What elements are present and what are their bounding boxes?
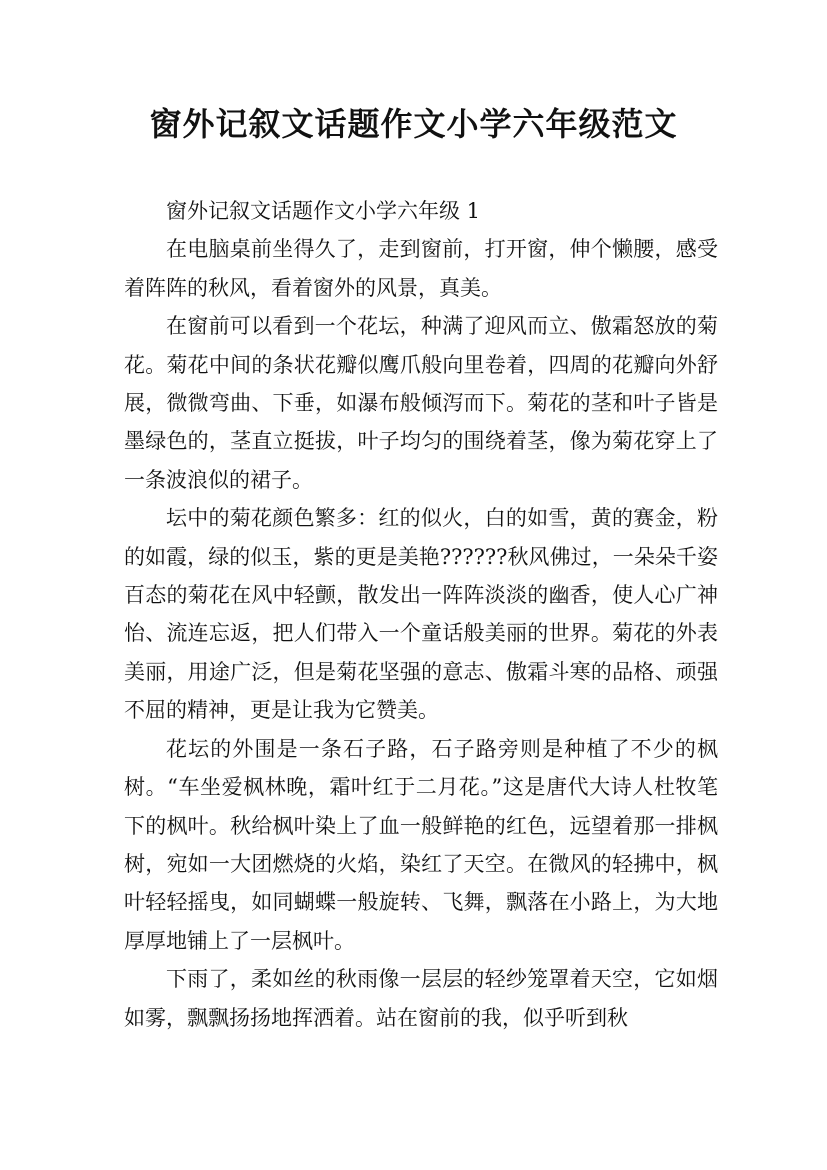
section-subtitle: 窗外记叙文话题作文小学六年级 1 (166, 199, 481, 223)
document-body (124, 192, 718, 1037)
paragraph: 花坛的外围是一条石子路，石子路旁则是种植了不少的枫树。“车坐爱枫林晚，霜叶红于二月花。”这是唐代大诗人杜牧笔下的枫叶。秋给枫叶染上了血一般鲜艳的红色，远望着那一排枫树，宛如一大团燃烧的火焰，染红了天空。在微风的轻拂中，枫叶轻轻摇曳，如同蝴蝶一般旋转、飞舞，飘落在小路上，为大地厚厚地铺上了一层枫叶。 (124, 736, 718, 953)
document-title: 窗外记叙文话题作文小学六年级范文 (149, 105, 678, 143)
paragraph: 在电脑桌前坐得久了，走到窗前，打开窗，伸个懒腰，感受着阵阵的秋风，看着窗外的风景，真美。 (124, 237, 718, 300)
paragraph: 坛中的菊花颜色繁多：红的似火，白的如雪，黄的赛金，粉的如霞，绿的似玉，紫的更是美艳??????秋风佛过，一朵朵千姿百态的菊花在风中轻颤，散发出一阵阵淡淡的幽香，使人心广神怡、流连忘返，把人们带入一个童话般美丽的世界。菊花的外表美丽，用途广泛，但是菊花坚强的意志、傲霜斗寒的品格、顽强不屈的精神，更是让我为它赞美。 (124, 506, 718, 723)
paragraph: 在窗前可以看到一个花坛，种满了迎风而立、傲霜怒放的菊花。菊花中间的条状花瓣似鹰爪般向里卷着，四周的花瓣向外舒展，微微弯曲、下垂，如瀑布般倾泻而下。菊花的茎和叶子皆是墨绿色的，茎直立挺拔，叶子均匀的围绕着茎，像为菊花穿上了一条波浪似的裙子。 (124, 314, 718, 492)
paragraph: 下雨了，柔如丝的秋雨像一层层的轻纱笼罩着天空，它如烟如雾，飘飘扬扬地挥洒着。站在窗前的我，似乎听到秋 (124, 967, 718, 1030)
